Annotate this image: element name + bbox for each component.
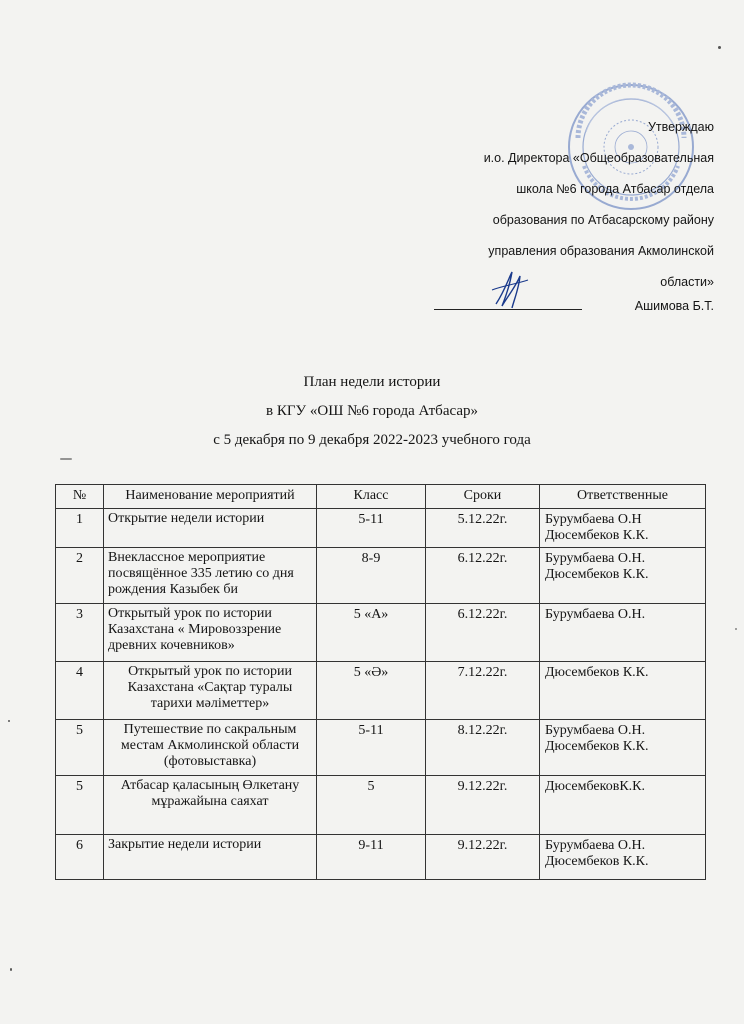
table-row xyxy=(56,509,706,548)
cell-event: Путешествие по сакральным местам Акмолинской области (фотовыставка) xyxy=(104,720,317,776)
cell-event: Открытый урок по истории Казахстана « Мировоззрение древних кочевников» xyxy=(104,604,317,661)
signer-name: Ашимова Б.Т. xyxy=(634,299,714,313)
responsible-person: Дюсембеков К.К. xyxy=(545,528,649,543)
cell-event: Открытый урок по истории Казахстана «Сақтар туралы тарихи мәліметтер» xyxy=(104,661,317,719)
title-line-1: План недели истории xyxy=(303,374,441,390)
responsible-person: ДюсембековК.К. xyxy=(545,779,645,795)
responsible-person: Дюсембеков К.К. xyxy=(545,853,649,869)
cell-class: 5 «Ә» xyxy=(317,661,426,719)
cell-class: 5 xyxy=(317,776,426,834)
cell-responsible xyxy=(540,776,706,834)
table-row xyxy=(56,661,706,719)
table-header-row xyxy=(56,485,706,509)
responsible-person: Бурумбаева О.Н. xyxy=(545,607,646,623)
cell-date: 6.12.22г. xyxy=(426,547,540,603)
approval-line: и.о. Директора «Общеобразовательная xyxy=(483,151,714,165)
cell-number: 5 xyxy=(56,720,104,776)
cell-class: 5-11 xyxy=(317,509,426,548)
responsible-person: Бурумбаева О.Н. xyxy=(545,723,646,739)
cell-date: 5.12.22г. xyxy=(426,509,540,548)
signature-icon xyxy=(490,266,530,312)
events-table xyxy=(55,484,706,880)
cell-number: 5 xyxy=(56,776,104,834)
cell-date: 9.12.22г. xyxy=(426,776,540,834)
cell-number: 6 xyxy=(56,834,104,879)
cell-responsible xyxy=(540,720,706,776)
responsible-person: Дюсембеков К.К. xyxy=(545,566,649,582)
cell-number: 1 xyxy=(56,509,104,548)
responsible-person: Бурумбаева О.Н xyxy=(545,512,642,527)
header-class: Класс xyxy=(317,485,426,509)
approval-block xyxy=(384,112,714,298)
cell-event: Закрытие недели истории xyxy=(104,834,317,879)
cell-date: 7.12.22г. xyxy=(426,661,540,719)
cell-class: 9-11 xyxy=(317,834,426,879)
scan-speck xyxy=(735,628,737,630)
cell-date: 8.12.22г. xyxy=(426,720,540,776)
table-row xyxy=(56,776,706,834)
cell-responsible xyxy=(540,661,706,719)
table-row xyxy=(56,720,706,776)
header-responsible: Ответственные xyxy=(540,485,706,509)
cell-responsible xyxy=(540,547,706,603)
cell-class: 8-9 xyxy=(317,547,426,603)
table-row xyxy=(56,547,706,603)
cell-class: 5-11 xyxy=(317,720,426,776)
scan-speck xyxy=(718,46,721,49)
table-row xyxy=(56,834,706,879)
responsible-person: Бурумбаева О.Н. xyxy=(545,837,646,853)
table-row xyxy=(56,604,706,661)
cell-date: 6.12.22г. xyxy=(426,604,540,661)
header-dates: Сроки xyxy=(426,485,540,509)
title-line-2: в КГУ «ОШ №6 города Атбасар» xyxy=(266,403,478,419)
approval-line: области» xyxy=(660,275,714,289)
document-title xyxy=(0,368,744,455)
responsible-person: Бурумбаева О.Н. xyxy=(545,550,646,566)
title-line-3: с 5 декабря по 9 декабря 2022-2023 учебного года xyxy=(213,432,531,448)
scan-speck xyxy=(10,968,12,971)
cell-event: Атбасар қаласының Өлкетану мұражайына саяхат xyxy=(104,776,317,834)
approval-line: школа №6 города Атбасар отдела xyxy=(516,182,714,196)
responsible-person: Дюсембеков К.К. xyxy=(545,739,649,755)
cell-number: 2 xyxy=(56,547,104,603)
cell-responsible xyxy=(540,509,706,548)
signature-row xyxy=(434,290,714,318)
approval-line: управления образования Акмолинской xyxy=(488,244,714,258)
approval-line: образования по Атбасарскому району xyxy=(492,213,714,227)
cell-number: 4 xyxy=(56,661,104,719)
cell-event: Внеклассное мероприятие посвящённое 335 летию со дня рождения Казыбек би xyxy=(104,547,317,603)
cell-number: 3 xyxy=(56,604,104,661)
responsible-person: Дюсембеков К.К. xyxy=(545,664,649,680)
cell-date: 9.12.22г. xyxy=(426,834,540,879)
header-number: № xyxy=(56,485,104,509)
cell-event: Открытие недели истории xyxy=(104,509,317,548)
cell-responsible xyxy=(540,834,706,879)
scan-speck xyxy=(60,458,72,460)
scan-speck xyxy=(8,720,10,722)
cell-responsible xyxy=(540,604,706,661)
cell-class: 5 «А» xyxy=(317,604,426,661)
header-event: Наименование мероприятий xyxy=(104,485,317,509)
approval-line: Утверждаю xyxy=(647,120,714,134)
